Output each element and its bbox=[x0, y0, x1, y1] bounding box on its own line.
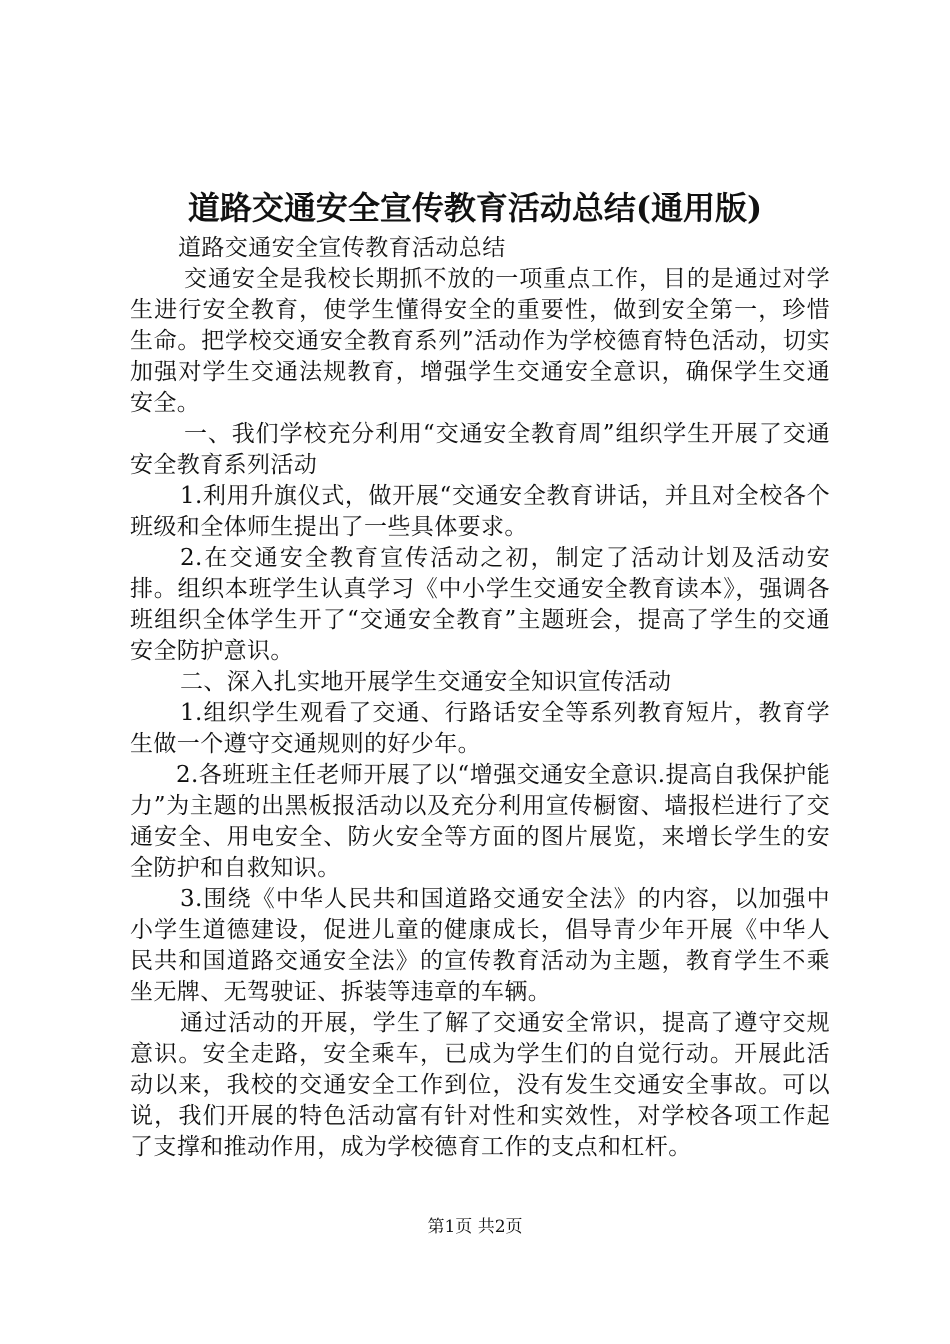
document-subtitle: 道路交通安全宣传教育活动总结 bbox=[178, 235, 506, 261]
section-heading: 一、我们学校充分利用“交通安全教育周”组织学生开展了交通安全教育系列活动 bbox=[130, 421, 830, 478]
paragraph: 通过活动的开展，学生了解了交通安全常识，提高了遵守交规意识。安全走路，安全乘车，已成为学生们的自觉行动。开展此活动以来，我校的交通安全工作到位，没有发生交通安全事故。可以说，我们开展的特色活动富有针对性和实效性，对学校各项工作起了支撑和推动作用，成为学校德育工作的支点和杠杆。 bbox=[130, 1010, 830, 1160]
page-footer: 第1页 共2页 bbox=[427, 1217, 523, 1237]
document-title: 道路交通安全宣传教育活动总结(通用版) bbox=[187, 189, 763, 227]
document-body bbox=[130, 233, 830, 1163]
paragraph: 2.在交通安全教育宣传活动之初，制定了活动计划及活动安排。组织本班学生认真学习《中小学生交通安全教育读本》，强调各班组织全体学生开了“交通安全教育”主题班会，提高了学生的交通安全防护意识。 bbox=[130, 545, 830, 664]
paragraph: 1.组织学生观看了交通、行路话安全等系列教育短片，教育学生做一个遵守交通规则的好少年。 bbox=[130, 700, 830, 757]
paragraph: 交通安全是我校长期抓不放的一项重点工作，目的是通过对学生进行安全教育，使学生懂得安全的重要性，做到安全第一，珍惜生命。把学校交通安全教育系列”活动作为学校德育特色活动，切实加强对学生交通法规教育，增强学生交通安全意识，确保学生交通安全。 bbox=[130, 266, 830, 416]
paragraph: 2.各班班主任老师开展了以“增强交通安全意识.提高自我保护能力”为主题的出黑板报活动以及充分利用宣传橱窗、墙报栏进行了交通安全、用电安全、防火安全等方面的图片展览，来增长学生的安全防护和自救知识。 bbox=[130, 762, 830, 881]
paragraph: 3.围绕《中华人民共和国道路交通安全法》的内容，以加强中小学生道德建设，促进儿童的健康成长，倡导青少年开展《中华人民共和国道路交通安全法》的宣传教育活动为主题，教育学生不乘坐无牌、无驾驶证、拆装等违章的车辆。 bbox=[130, 886, 830, 1005]
paragraph: 1.利用升旗仪式，做开展“交通安全教育讲话，并且对全校各个班级和全体师生提出了一些具体要求。 bbox=[130, 483, 830, 540]
section-heading: 二、深入扎实地开展学生交通安全知识宣传活动 bbox=[180, 669, 672, 695]
